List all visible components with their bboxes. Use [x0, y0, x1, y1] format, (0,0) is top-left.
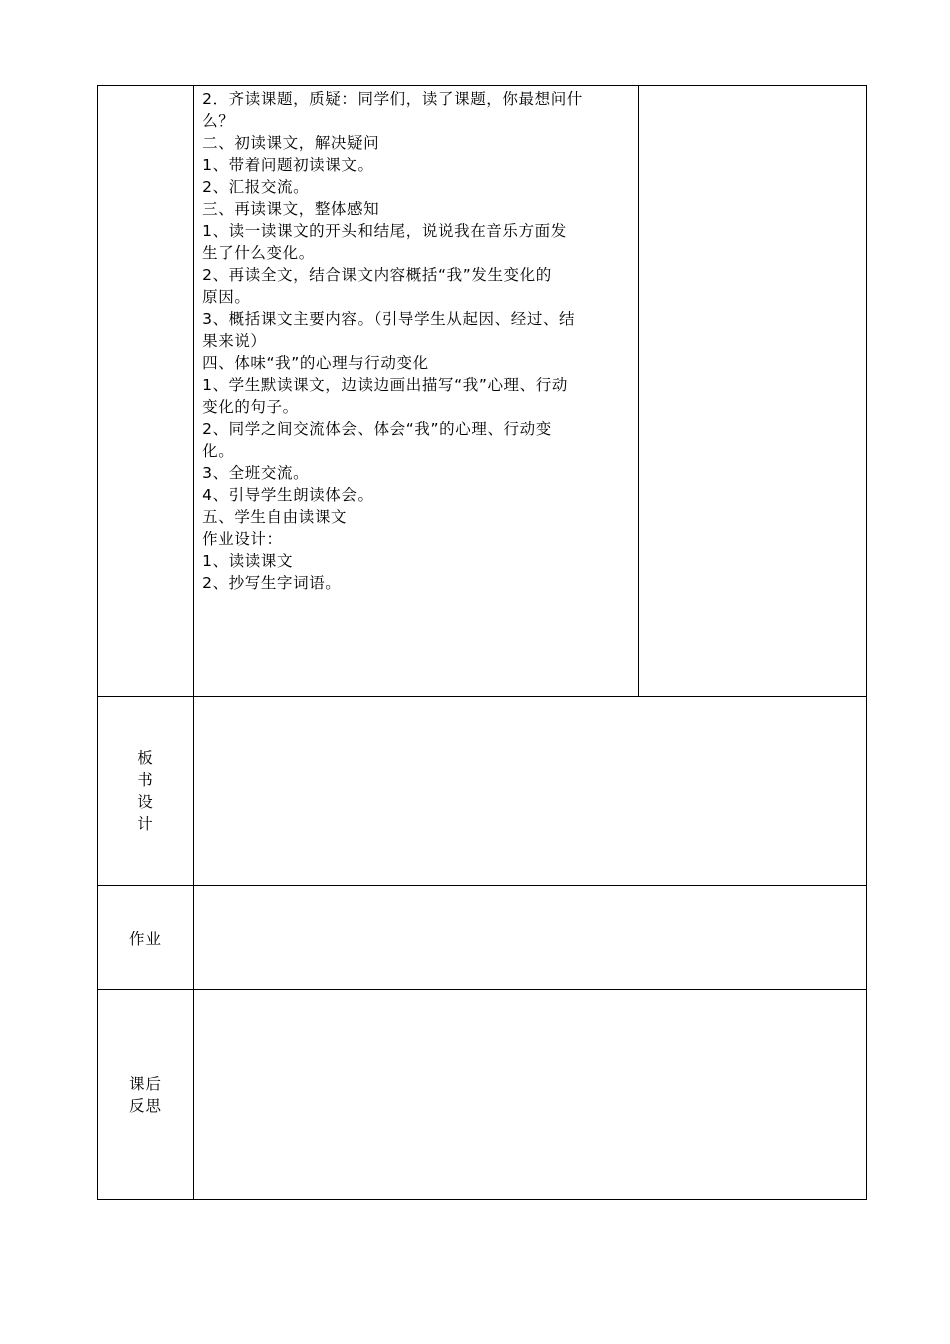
- process-line: 果来说）: [202, 332, 267, 350]
- teaching-process-row: [98, 86, 867, 697]
- process-line: 1、学生默读课文，边读边画出描写“我”心理、行动: [202, 376, 568, 394]
- process-line: 1、读读课文: [202, 552, 294, 570]
- reflection-content-cell: [194, 990, 867, 1200]
- reflection-label-line: 反思: [129, 1096, 163, 1115]
- process-notes-cell: [638, 86, 866, 697]
- process-line: 原因。: [202, 288, 251, 306]
- process-line: 1、带着问题初读课文。: [202, 156, 374, 174]
- reflection-label-line: 课后: [129, 1074, 163, 1093]
- process-line: 么？: [202, 112, 235, 130]
- board-design-label-char: 设: [137, 793, 154, 811]
- process-line: 作业设计：: [202, 530, 283, 548]
- board-design-label: [137, 747, 154, 835]
- reflection-row: [98, 990, 867, 1200]
- process-line: 五、学生自由读课文: [202, 508, 348, 526]
- process-line: 1、读一读课文的开头和结尾，说说我在音乐方面发: [202, 222, 567, 240]
- process-line: 二、初读课文，解决疑问: [202, 134, 380, 152]
- process-line: 化。: [202, 442, 235, 460]
- board-design-content-cell: [194, 697, 867, 886]
- process-line: 2、抄写生字词语。: [202, 574, 342, 592]
- process-line: 2．齐读课题，质疑：同学们，读了课题，你最想问什: [202, 90, 583, 108]
- reflection-label-cell: [98, 990, 194, 1200]
- board-design-label-char: 书: [137, 771, 154, 789]
- process-line: 三、再读课文，整体感知: [202, 200, 380, 218]
- board-design-label-char: 板: [137, 749, 154, 767]
- process-line: 2、汇报交流。: [202, 178, 310, 196]
- board-design-row: [98, 697, 867, 886]
- process-line: 2、同学之间交流体会、体会“我”的心理、行动变: [202, 420, 552, 438]
- reflection-label: [129, 1073, 162, 1117]
- homework-row: [98, 886, 867, 990]
- board-design-label-char: 计: [137, 815, 154, 833]
- process-line: 2、再读全文，结合课文内容概括“我”发生变化的: [202, 266, 552, 284]
- process-line: 生了什么变化。: [202, 244, 315, 262]
- homework-label-cell: [98, 886, 194, 990]
- process-line: 3、全班交流。: [202, 464, 310, 482]
- homework-content-cell: [194, 886, 867, 990]
- process-line: 变化的句子。: [202, 398, 299, 416]
- process-line: 3、概括课文主要内容。（引导学生从起因、经过、结: [202, 310, 576, 328]
- process-line: 4、引导学生朗读体会。: [202, 486, 374, 504]
- board-design-label-cell: [98, 697, 194, 886]
- process-content: [194, 86, 638, 594]
- process-content-cell: [194, 86, 639, 697]
- process-label-cell: [98, 86, 194, 697]
- homework-label: 作业: [129, 929, 163, 948]
- process-line: 四、体味“我”的心理与行动变化: [202, 354, 429, 372]
- lesson-plan-table: [97, 85, 867, 1200]
